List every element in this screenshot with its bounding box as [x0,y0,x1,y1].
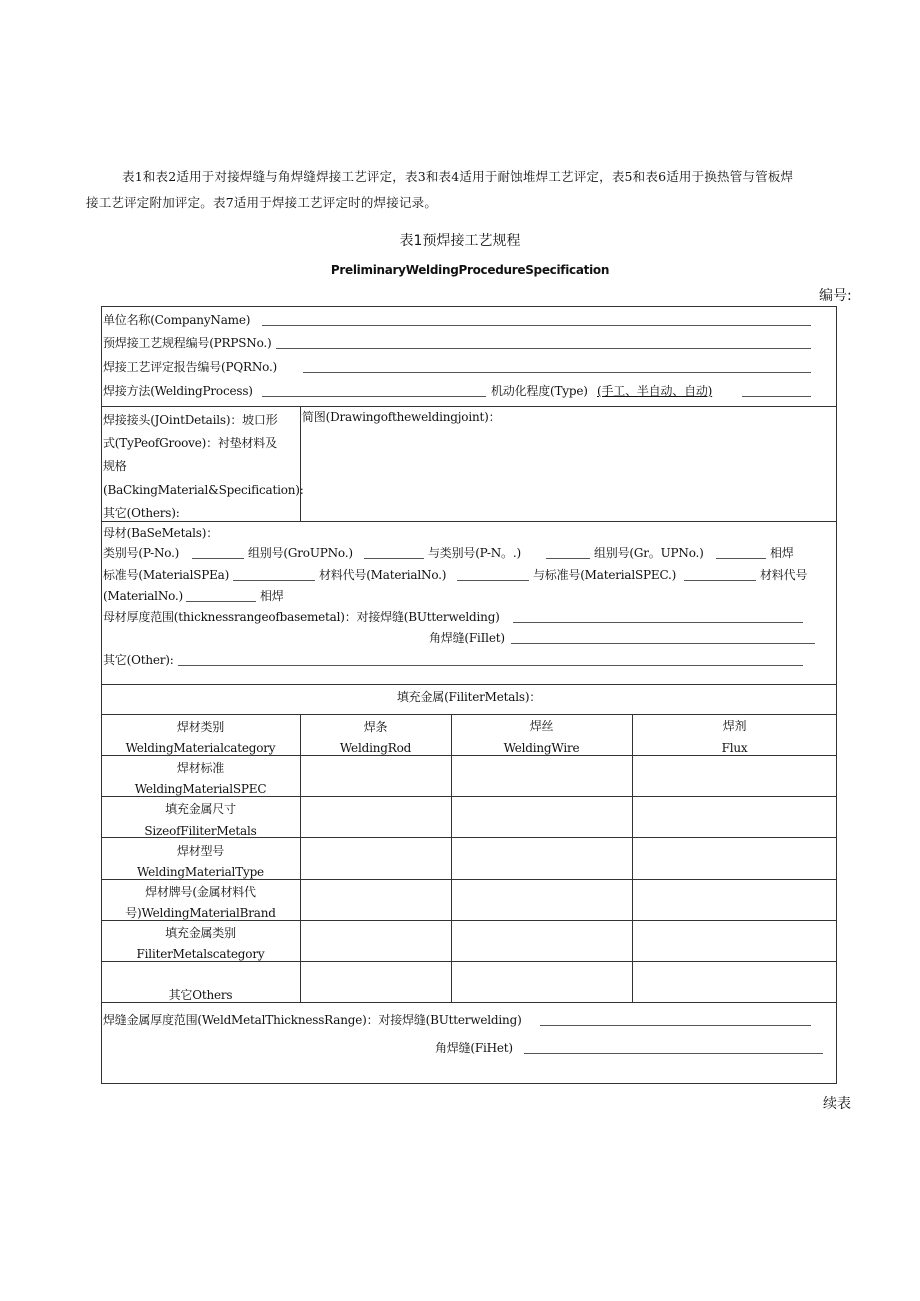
divider [101,684,837,685]
other-label: 其它(Other): [103,653,174,667]
material-no-label: 材料代号(MaterialNo.) [319,568,447,582]
intro-line-1: 表1和表2适用于对接焊缝与角焊缝焊接工艺评定，表3和表4适用于耐蚀堆焊工艺评定，表5和表6适用于换热管与管板焊 [122,169,794,184]
other-field[interactable] [178,665,803,666]
with-material-no-field[interactable] [186,601,256,602]
divider [101,521,837,522]
rod-type-cell[interactable] [301,838,451,879]
header-wire-en: WeldingWire [503,741,580,755]
fillet-label: 角焊缝(FiIlet) [429,631,505,645]
header-wire-zh: 焊丝 [529,719,554,733]
weld-metal-fillet-field[interactable] [524,1053,823,1054]
header-flux-en: Flux [721,741,748,755]
rod-others-cell[interactable] [301,962,451,1002]
with-group-no-label: 组别号(Gr。UPNo.) [594,546,704,560]
weld-with-label-2: 相焊 [260,589,284,603]
with-material-no-label-en: (MaterialNo.) [103,589,184,603]
backing-spec-label: 规格 [103,459,127,473]
base-metals-title: 母材(BaSeMetals)： [103,526,219,540]
header-category-en: WeldingMaterialcategory [125,741,276,755]
pqr-no-field[interactable] [303,372,811,373]
prps-no-field[interactable] [276,348,811,349]
type-options: (手工、半自动、自动) [597,384,713,398]
joint-others-label: 其它(Others): [103,506,180,520]
divider [101,714,837,715]
weld-metal-butt-field[interactable] [540,1025,811,1026]
flux-spec-cell[interactable] [633,756,836,796]
spec-no-label: 标准号(MaterialSPEa) [103,568,230,582]
row-type-en: WeldingMaterialType [137,865,264,879]
wire-others-cell[interactable] [452,962,632,1002]
rod-category-cell[interactable] [301,921,451,961]
flux-type-cell[interactable] [633,838,836,879]
rod-spec-cell[interactable] [301,756,451,796]
header-category-zh: 焊材类别 [176,720,225,734]
spec-no-field[interactable] [233,580,315,581]
wire-brand-cell[interactable] [452,880,632,920]
wire-size-cell[interactable] [452,797,632,837]
welding-process-field[interactable] [262,396,486,397]
flux-others-cell[interactable] [633,962,836,1002]
rod-size-cell[interactable] [301,797,451,837]
flux-category-cell[interactable] [633,921,836,961]
flux-size-cell[interactable] [633,797,836,837]
joint-details-label: 焊接接头(JOintDetails)：坡口形 [103,413,278,427]
row-spec-zh: 焊材标准 [176,761,225,775]
flux-brand-cell[interactable] [633,880,836,920]
row-category-en: FiliterMetalscategory [136,947,265,961]
p-no-field[interactable] [192,558,244,559]
groove-type-label: 式(TyPeofGroove)：衬垫材料及 [103,436,277,450]
with-spec-no-label: 与标准号(MaterialSPEC.) [533,568,677,582]
intro-line-2: 接工艺评定附加评定。表7适用于焊接工艺评定时的焊接记录。 [86,195,438,210]
group-no-label: 组别号(GroUPNo.) [248,546,353,560]
with-p-no-label: 与类别号(P-N。.) [428,546,521,560]
material-no-field[interactable] [457,580,529,581]
wire-category-cell[interactable] [452,921,632,961]
row-others: 其它Others [168,988,233,1002]
continued-label: 续表 [823,1096,851,1112]
row-spec-en: WeldingMaterialSPEC [134,782,267,796]
row-size-zh: 填充金属尺寸 [165,802,236,816]
weld-metal-fillet-label: 角焊缝(FiHet) [435,1041,513,1055]
welding-process-label: 焊接方法(WeldingProcess) [103,384,253,398]
with-p-no-field[interactable] [546,558,590,559]
joint-drawing-label: 简图(Drawingoftheweldingjoint)： [302,410,501,424]
with-material-no-label: 材料代号 [760,568,808,582]
thickness-range-label: 母材厚度范围(thicknessrangeofbasemetal)：对接焊缝(BUtterwelding) [103,610,500,624]
row-size-en: SizeofFiliterMetals [144,824,257,838]
page-title: 表1预焊接工艺规程 [399,233,521,249]
prps-no-label: 预焊接工艺规程编号(PRPSNo.) [103,336,272,350]
wire-type-cell[interactable] [452,838,632,879]
type-label: 机动化程度(Type) [491,384,588,398]
header-flux-zh: 焊剂 [722,719,747,733]
divider [300,406,301,521]
weld-metal-thickness-label: 焊缝金属厚度范围(WeldMetalThicknessRange)：对接焊缝(BUtterwelding) [103,1013,522,1027]
header-rod-en: WeldingRod [339,741,412,755]
fillet-thickness-field[interactable] [511,643,815,644]
pqr-no-label: 焊接工艺评定报告编号(PQRNo.) [103,360,278,374]
with-spec-no-field[interactable] [684,580,756,581]
wire-spec-cell[interactable] [452,756,632,796]
filler-metals-title: 填充金属(FiliterMetals)： [396,690,542,704]
weld-with-label: 相焊 [770,546,794,560]
company-name-field[interactable] [262,325,811,326]
row-brand-en: 号)WeldingMaterialBrand [125,906,276,920]
page-subtitle: PreliminaryWeldingProcedureSpecification [330,263,610,277]
group-no-field[interactable] [364,558,424,559]
rod-brand-cell[interactable] [301,880,451,920]
butt-thickness-field[interactable] [513,622,803,623]
p-no-label: 类别号(P-No.) [103,546,180,560]
row-category-zh: 填充金属类别 [165,926,236,940]
type-field[interactable] [742,396,811,397]
row-type-zh: 焊材型号 [176,844,225,858]
company-name-label: 单位名称(CompanyName) [103,313,251,327]
divider [101,406,837,407]
header-rod-zh: 焊条 [363,720,388,734]
number-label: 编号: [819,288,852,304]
backing-material-label: (BaCkingMaterial&Specification): [103,483,304,497]
with-group-no-field[interactable] [716,558,766,559]
row-brand-zh: 焊材牌号(金属材料代 [145,885,256,899]
